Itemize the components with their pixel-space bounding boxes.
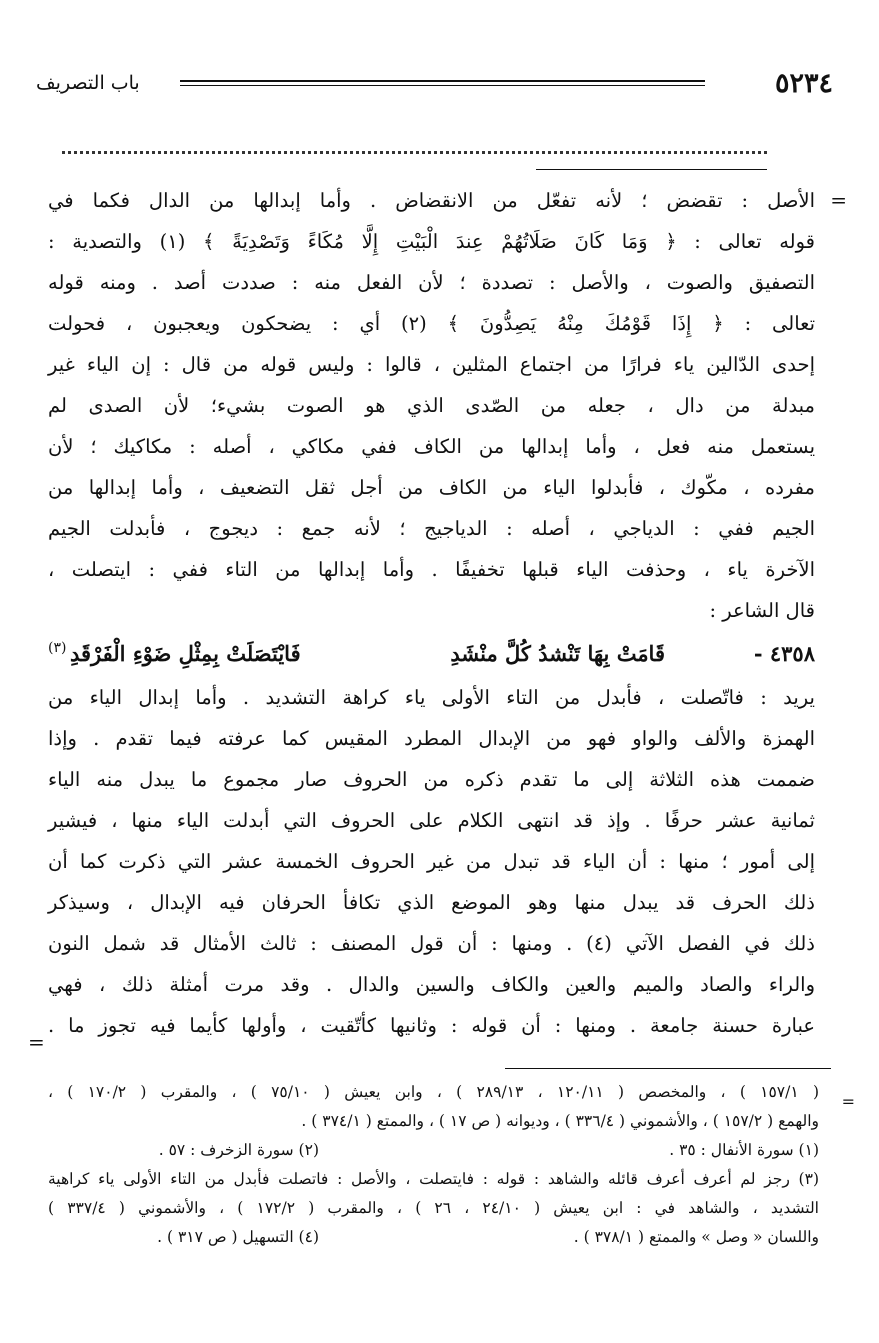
header-rule	[180, 80, 705, 82]
continuation-mark-top: =	[830, 188, 847, 212]
footnote-continuation-mark: =	[841, 1092, 855, 1111]
main-text	[48, 180, 815, 1046]
text-line: الهمزة والألف والواو فهو من الإبدال المطرد المقيس كما عرفته فيما تقدم . وإذا	[48, 727, 815, 750]
footnote-pair	[48, 1136, 819, 1165]
footnote-separator	[505, 1068, 831, 1069]
footnote-4: (٤) التسهيل ( ص ٣١٧ ) .	[157, 1228, 319, 1246]
text-line: ضممت هذه الثلاثة إلى ما تقدم ذكره من الحروف صار مجموع ما يبدل منه الياء	[48, 768, 815, 791]
verse-number: ٤٣٥٨ -	[753, 641, 815, 666]
text-line: إحدى الدّالين ياء فرارًا من اجتماع المثلين ، قالوا : وليس قوله من قال : إن الياء غير	[48, 353, 815, 376]
text-line: يستعمل منه فعل ، وأما إبدالها من الكاف ففي مكاكي ، أصله : مكاكيك ؛ لأن	[48, 435, 815, 458]
footnote-line: والهمع ( ١٥٧/٢ ) ، والأشموني ( ٣٣٦/٤ ) ، وديوانه ( ص ١٧ ) ، والممتع ( ٣٧٤/١ ) .	[301, 1112, 819, 1130]
verse-first-hemistich: قَامَتْ بِهَا تَنْشدُ كُلَّ منْشَدِ	[450, 641, 665, 666]
footnote-3-line: واللسان « وصل » والممتع ( ٣٧٨/١ ) .	[573, 1228, 819, 1246]
separator-rule	[536, 169, 767, 170]
text-line: إلى أمور ؛ منها : أن الياء قد تبدل من غير الحروف الخمسة عشر التي ذكرت كما أن	[48, 850, 815, 873]
text-line: الآخرة ياء ، وحذفت الياء قبلها تخفيفًا . وأما إبدالها من التاء ففي : ايتصلت ،	[48, 558, 815, 581]
footnote-1: (١) سورة الأنفال : ٣٥ .	[669, 1141, 819, 1159]
footnote-line: ( ١٥٧/١ ) ، والمخصص ( ١٢٠/١١ ، ٢٨٩/١٣ ) ، وابن يعيش ( ٧٥/١٠ ) ، والمقرب ( ١٧٠/٢ ) ،	[48, 1083, 820, 1101]
text-line: تعالى : ﴿ إِذَا قَوْمُكَ مِنْهُ يَصِدُّونَ ﴾ (٢) أي : يضحكون ويعجبون ، فحولت	[48, 312, 815, 335]
text-line: قال الشاعر :	[709, 599, 815, 622]
text-line: التصفيق والصوت ، والأصل : تصددة ؛ لأن الفعل منه : صددت أصد . ومنه قوله	[48, 271, 815, 294]
chapter-title: باب التصريف	[36, 72, 140, 94]
footnotes	[48, 1078, 819, 1252]
text-line: يريد : فاتّصلت ، فأبدل من التاء الأولى ياء كراهة التشديد . وأما إبدال الياء من	[48, 686, 815, 709]
text-line: مفرده ، مكّوك ، فأبدلوا الياء من الكاف من أجل ثقل التضعيف ، وأما إبدالها من	[48, 476, 815, 499]
page-number: ٥٢٣٤	[774, 68, 833, 99]
verse-footnote-ref: (٣)	[48, 640, 67, 656]
text-line: مبدلة من دال ، جعله من الصّدى الذي هو الصوت بشيء؛ لأن الصدى لم	[48, 394, 815, 417]
dotted-separator	[62, 151, 767, 154]
footnote-3-line: (٣) رجز لم أعرف أعرف قائله والشاهد : قوله : فايتصلت ، والأصل : فاتصلت فأبدل من التاء الأولى ياء كراهية	[48, 1170, 819, 1188]
footnote-pair	[48, 1223, 819, 1252]
text-line: ذلك في الفصل الآتي (٤) . ومنها : أن قول المصنف : ثالث الأمثال قد شمل النون	[48, 932, 815, 955]
text-line: ذلك الحرف قد يبدل منها وهو الموضع الذي تكافأ الحرفان فيه الإبدال ، وسيذكر	[48, 891, 815, 914]
text-line: الجيم ففي : الدياجي ، أصله : الدياجيج ؛ لأنه جمع : ديجوج ، فأبدلت الجيم	[48, 517, 815, 540]
text-line: ثمانية عشر حرفًا . وإذ قد انتهى الكلام على الحروف التي أبدلت الياء منها ، فيشير	[48, 809, 815, 832]
continuation-mark-bottom: =	[28, 1030, 45, 1054]
verse-second-hemistich: فَايْتَصَلَتْ بِمِثْلِ ضَوْءِ الْفَرْقَدِ	[70, 641, 301, 666]
page-header	[36, 66, 843, 106]
text-line: الأصل : تقضض ؛ لأنه تفعّل من الانقضاض . وأما إبدالها من الدال فكما في	[48, 189, 815, 212]
poetry-verse	[48, 631, 815, 677]
text-line: عبارة حسنة جامعة . ومنها : أن قوله : وثانيها كأتّقيت ، وأولها كأيما فيه تجوز ما .	[48, 1014, 815, 1037]
header-rule-thin	[180, 85, 705, 86]
text-line: قوله تعالى : ﴿ وَمَا كَانَ صَلَاتُهُمْ عِندَ الْبَيْتِ إِلَّا مُكَاءً وَتَصْدِيَةً ﴾ (١) والتصدية :	[48, 230, 815, 253]
text-line: والراء والصاد والميم والعين والكاف والسين والدال . وقد مرت أمثلة ذلك ، فهي	[48, 973, 815, 996]
footnote-3-line: التشديد ، والشاهد في : ابن يعيش ( ٢٤/١٠ ، ٢٦ ) ، والمقرب ( ١٧٢/٢ ) ، والأشموني ( ٣٣٧/٤ )	[48, 1199, 819, 1217]
footnote-2: (٢) سورة الزخرف : ٥٧ .	[158, 1141, 319, 1159]
